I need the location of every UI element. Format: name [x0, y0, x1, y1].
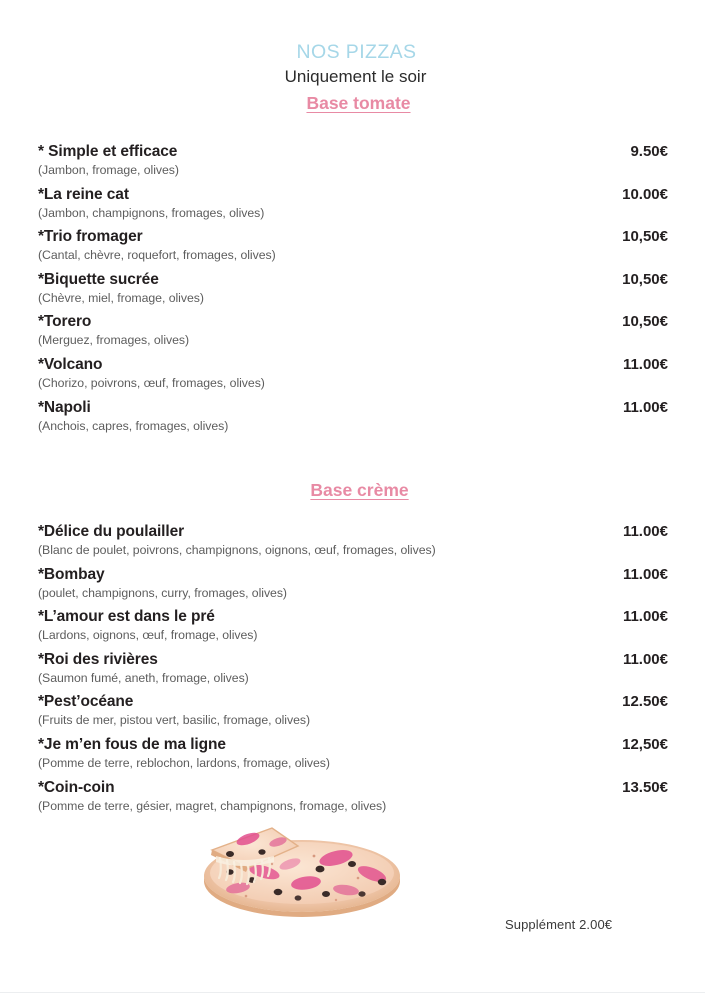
item-price: 9.50€ — [630, 143, 668, 160]
item-name: *Volcano — [38, 355, 103, 373]
menu-item — [38, 356, 668, 392]
item-price: 12,50€ — [622, 735, 668, 753]
page-subtitle: Uniquement le soir — [284, 67, 427, 87]
item-name: * Simple et efficace — [38, 143, 178, 160]
item-description: (Fruits de mer, pistou vert, basilic, fromage, olives) — [38, 713, 311, 728]
item-name: *Roi des rivières — [38, 650, 158, 668]
item-name: *Torero — [38, 313, 92, 331]
item-price: 11.00€ — [622, 650, 668, 668]
item-description: (Lardons, oignons, œuf, fromage, olives) — [38, 628, 258, 643]
item-description: (Chorizo, poivrons, œuf, fromages, olives) — [38, 375, 265, 390]
menu-item — [38, 651, 668, 687]
menu-item — [38, 399, 668, 435]
item-price: 10,50€ — [622, 228, 668, 246]
item-price: 12.50€ — [622, 693, 668, 711]
menu-item — [38, 608, 668, 644]
item-price: 11.00€ — [622, 398, 668, 416]
scan-edge-line — [0, 992, 705, 993]
item-description: (poulet, champignons, curry, fromages, olives) — [38, 585, 287, 600]
menu-item — [38, 186, 668, 222]
item-price: 11.00€ — [622, 523, 668, 540]
item-name: *Pest’océane — [38, 693, 134, 711]
item-name: *Biquette sucrée — [38, 270, 159, 288]
item-name: *Je m’en fous de ma ligne — [38, 735, 226, 753]
pizza-illustration-icon — [186, 806, 414, 918]
item-description: (Blanc de poulet, poivrons, champignons, oignons, œuf, fromages, olives) — [38, 543, 436, 557]
item-description: (Merguez, fromages, olives) — [38, 333, 190, 348]
item-description: (Pomme de terre, gésier, magret, champignons, fromage, olives) — [38, 798, 387, 813]
item-price: 10.00€ — [622, 185, 668, 203]
item-name: *Napoli — [38, 398, 91, 416]
menu-section-tomate — [38, 143, 668, 441]
item-description: (Cantal, chèvre, roquefort, fromages, olives) — [38, 248, 276, 263]
section-heading-tomate: Base tomate — [306, 92, 411, 113]
item-name: *L’amour est dans le pré — [38, 608, 215, 626]
item-name: *Délice du poulailler — [38, 523, 185, 540]
item-name: *Coin-coin — [38, 778, 115, 796]
item-price: 11.00€ — [622, 608, 668, 626]
menu-item — [38, 271, 668, 307]
menu-item — [38, 523, 668, 559]
menu-item — [38, 228, 668, 264]
menu-item — [38, 736, 668, 772]
menu-header — [0, 40, 705, 116]
menu-item — [38, 143, 668, 179]
menu-section-creme — [38, 523, 668, 821]
item-price: 11.00€ — [622, 355, 668, 373]
item-price: 13.50€ — [622, 778, 668, 796]
supplement-note: Supplément 2.00€ — [505, 917, 613, 932]
item-price: 10,50€ — [622, 270, 668, 288]
item-description: (Pomme de terre, reblochon, lardons, fromage, olives) — [38, 755, 330, 770]
item-description: (Jambon, fromage, olives) — [38, 163, 179, 177]
pizza-photo — [186, 806, 414, 918]
section-heading-creme: Base crème — [310, 480, 409, 500]
menu-item — [38, 313, 668, 349]
item-description: (Anchois, capres, fromages, olives) — [38, 418, 229, 433]
menu-item — [38, 693, 668, 729]
item-description: (Saumon fumé, aneth, fromage, olives) — [38, 670, 249, 685]
item-description: (Chèvre, miel, fromage, olives) — [38, 290, 204, 305]
item-description: (Jambon, champignons, fromages, olives) — [38, 205, 265, 220]
section-heading-creme-wrap — [0, 477, 705, 503]
page-title: NOS PIZZAS — [296, 41, 417, 63]
item-price: 10,50€ — [622, 313, 668, 331]
item-name: *La reine cat — [38, 185, 129, 203]
item-name: *Bombay — [38, 565, 105, 583]
menu-item — [38, 566, 668, 602]
item-price: 11.00€ — [622, 565, 668, 583]
item-name: *Trio fromager — [38, 228, 143, 246]
